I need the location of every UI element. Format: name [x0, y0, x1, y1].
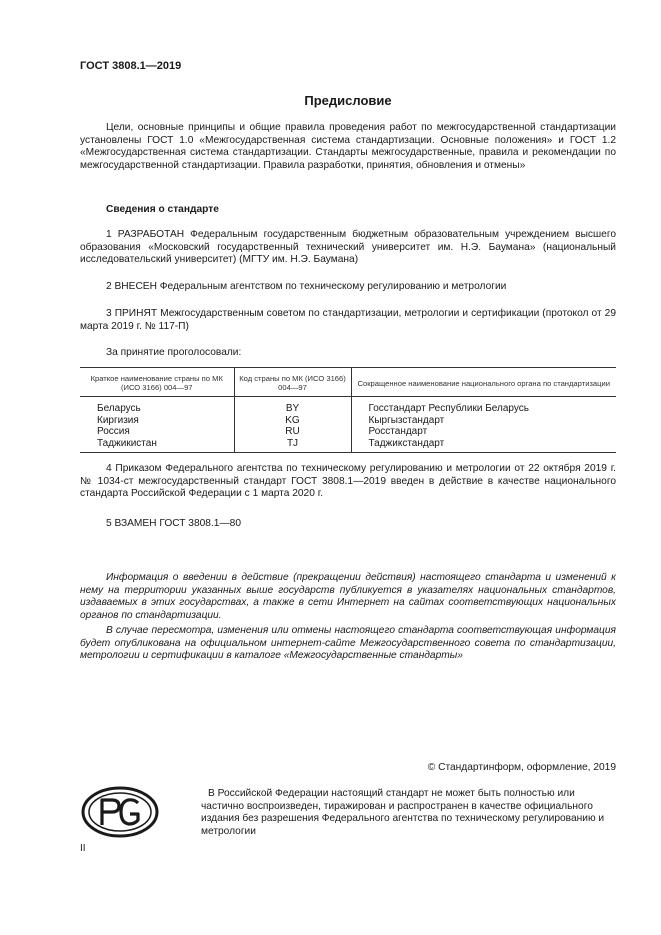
- item-developed: 1 РАЗРАБОТАН Федеральным государственным бюджетным образовательным учреждением высшего образования «Московский государственный технический университет им. Н.Э. Баумана» (национальный исследовательский университет) (МГТУ им. Н.Э. Баумана): [80, 229, 616, 265]
- copyright-notice: В Российской Федерации настоящий стандарт не может быть полностью или частично воспроизведен, тиражирован и распространен в качестве официального издания без разрешения Федерального агентства по техническому регулированию и метрологии: [201, 788, 605, 837]
- table-cell-code: BY: [234, 397, 351, 415]
- table-cell-code: RU: [234, 426, 351, 438]
- table-header-row: [80, 368, 616, 397]
- table-cell-country: Киргизия: [97, 414, 139, 426]
- page-title: Предисловие: [304, 93, 392, 108]
- italic-note-2: В случае пересмотра, изменения или отмены настоящего стандарта соответствующая информация будет опубликована на официальном интернет-сайте Межгосударственного совета по стандартизации, метрологии и сертификации в каталоге «Межгосударственные стандарты»: [80, 625, 616, 661]
- document-code: ГОСТ 3808.1—2019: [80, 60, 182, 72]
- copyright-line: © Стандартинформ, оформление, 2019: [427, 762, 616, 773]
- table-header-body: Сокращенное наименование национального органа по стандартизации: [351, 368, 616, 397]
- table-cell-country: Таджикистан: [80, 438, 234, 453]
- italic-note-1: Информация о введении в действие (прекращении действия) настоящего стандарта и изменений к нему на территории указанных выше государств публикуется в указателях национальных стандартов, издаваемых в этих государствах, а также в сети Интернет на сайтах соответствующих национальных органов по стандартизации.: [80, 572, 616, 621]
- voting-table: [80, 367, 616, 453]
- intro-paragraph: Цели, основные принципы и общие правила проведения работ по межгосударственной стандартизации установлены ГОСТ 1.0 «Межгосударственная система стандартизации. Основные положения» и ГОСТ 1.2 «Межгосударственная система стандартизации. Стандарты межгосударственные, правила и рекомендации по межгосударственной стандартизации. Правила разработки, принятия, обновления и отмены»: [80, 122, 616, 171]
- page-number: II: [80, 843, 86, 854]
- table-cell-code: TJ: [234, 438, 351, 453]
- table-cell-country: Россия: [97, 426, 130, 437]
- item-replaces: 5 ВЗАМЕН ГОСТ 3808.1—80: [106, 518, 241, 529]
- table-cell-country: Беларусь: [97, 403, 141, 414]
- table-row: [80, 415, 616, 427]
- table-header-code: Код страны по МК (ИСО 3166) 004—97: [234, 368, 351, 397]
- item-introduced: 2 ВНЕСЕН Федеральным агентством по техническому регулированию и метрологии: [106, 281, 507, 292]
- voted-label: За принятие проголосовали:: [106, 347, 242, 358]
- table-cell-body: Росстандарт: [368, 426, 428, 437]
- table-cell-body: Госстандарт Республики Беларусь: [368, 403, 529, 414]
- table-cell-body: Кыргызстандарт: [368, 414, 445, 426]
- table-row: [80, 426, 616, 438]
- table-row: [80, 397, 616, 415]
- item-adopted: 3 ПРИНЯТ Межгосударственным советом по стандартизации, метрологии и сертификации (протокол от 29 марта 2019 г. № 117-П): [80, 308, 616, 332]
- item-enacted: 4 Приказом Федерального агентства по техническому регулированию и метрологии от 22 октября 2019 г. № 1034-ст межгосударственный стандарт ГОСТ 3808.1—2019 введен в действие в качестве национального стандарта Российской Федерации с 1 марта 2020 г.: [80, 463, 616, 499]
- info-heading: Сведения о стандарте: [106, 204, 219, 215]
- rst-logo-icon: [80, 785, 160, 839]
- table-cell-body: Таджикстандарт: [351, 438, 616, 453]
- table-row: [80, 438, 616, 453]
- table-header-country: Краткое наименование страны по МК (ИСО 3166) 004—97: [80, 368, 234, 397]
- table-cell-code: KG: [234, 415, 351, 427]
